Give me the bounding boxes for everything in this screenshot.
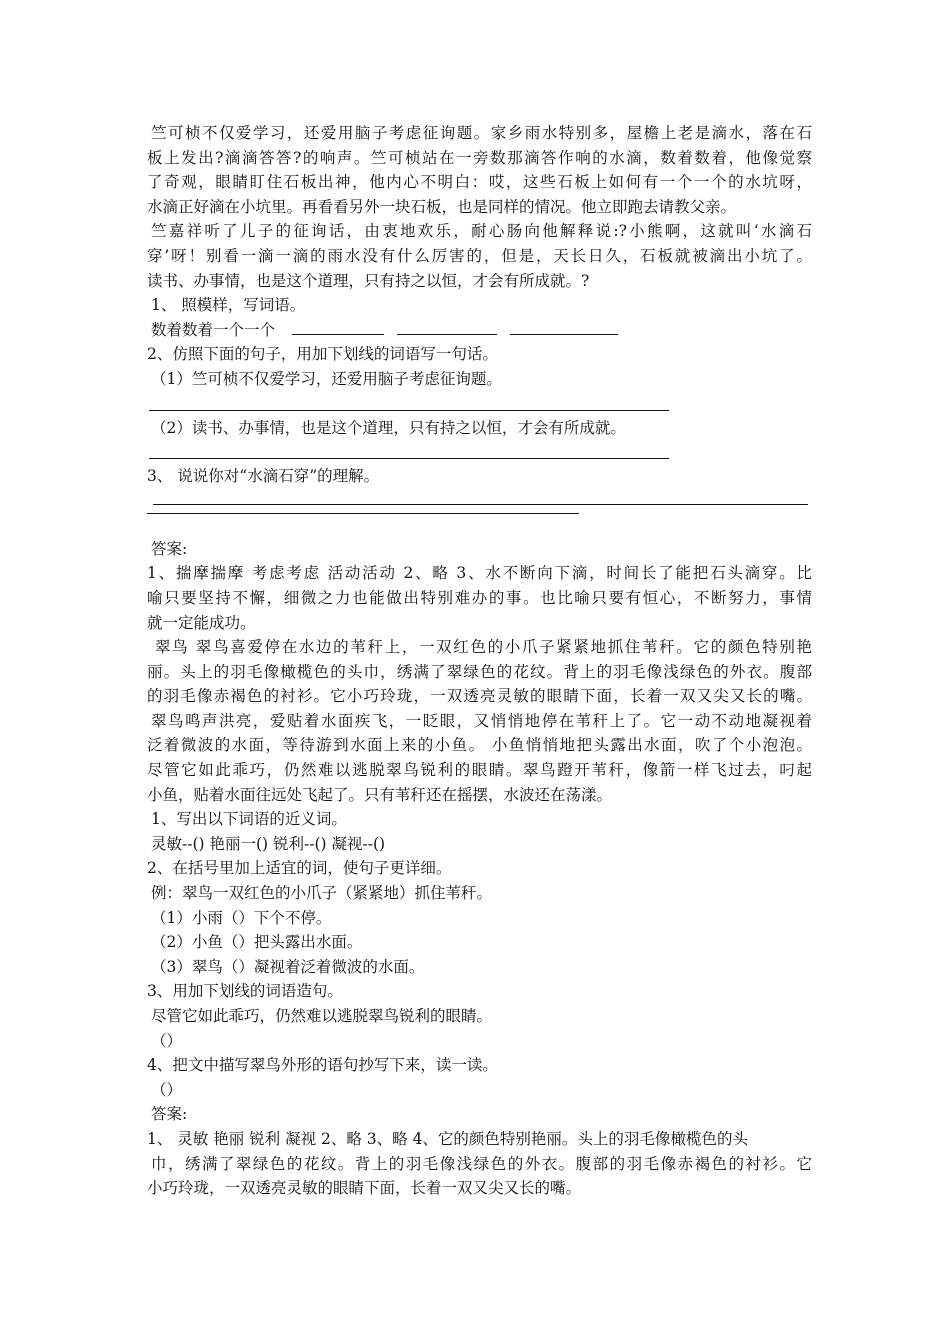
question-2-title: 2、仿照下面的句子，用加下划线的词语写一句话。 [147,345,498,364]
text-line: 尽管它如此乖巧，仍然难以逃脱翠鸟锐利的眼睛。翠鸟蹬开苇秆，像箭一样飞过去，叼起 [147,761,812,780]
answer-label: 答案: [151,1105,188,1124]
answer-line[interactable] [153,504,808,505]
text-line: 板上发出?滴滴答答?的响声。竺可桢站在一旁数那滴答作响的水滴，数着数着，他像觉察 [147,148,812,167]
answer-2-block [147,1127,812,1201]
document-page [147,121,812,1201]
question-line: （） [151,1080,183,1099]
text-line: 翠鸟 翠鸟喜爱停在水边的苇秆上，一双红色的小爪子紧紧地抓住苇秆。它的颜色特别艳 [155,638,812,657]
question-line: 4、把文中描写翠鸟外形的语句抄写下来，读一读。 [147,1056,498,1075]
text-line: 读书、办事情，也是这个道理，只有持之以恒，才会有所成就。? [147,271,590,290]
question-2-item-1: （1）竺可桢不仅爱学习，还爱用脑子考虑征询题。 [151,369,502,388]
text-line: 喻只要坚持不懈，细微之力也能做出特别难办的事。也比喻只要有恒心，不断努力，事情 [147,588,812,607]
text-line: 的羽毛像赤褐色的衬衫。它小巧玲珑，一双透亮灵敏的眼睛下面，长着一双又尖又长的嘴。 [147,687,812,706]
answer-blank[interactable] [510,320,618,335]
answer-line-container [147,440,812,464]
question-line: （1）小雨（）下个不停。 [151,908,332,927]
question-line: （2）小鱼（）把头露出水面。 [151,933,363,952]
text-line: 穿’呀！别看一滴一滴的雨水没有什么厉害的，但是，天长日久，石板就被滴出小坑了。 [147,246,812,265]
question-3-title: 3、 说说你对“水滴石穿”的理解。 [147,467,380,486]
answer-label: 答案: [151,539,188,558]
text-line: 小鱼，贴着水面往远处飞起了。只有苇秆还在摇摆，水波还在荡漾。 [147,785,613,804]
answer-blank[interactable] [292,320,384,335]
text-line: 水滴正好滴在小坑里。再看看另外一块石板，也是同样的情况。他立即跑去请教父亲。 [147,197,737,216]
question-line: （） [151,1031,183,1050]
text-line: 就一定能成功。 [147,613,256,632]
answer-line-container [147,489,812,513]
answer-line[interactable] [147,513,579,514]
answer-1-block [147,561,812,635]
question-1-row [147,318,812,343]
question-line: （3）翠鸟（）凝视着泛着微波的水面。 [151,957,425,976]
question-2-item-2: （2）读书、办事情，也是这个道理，只有持之以恒，才会有所成就。 [151,418,626,437]
text-line: 1、揣摩揣摩 考虑考虑 活动活动 2、略 3、水不断向下滴，时间长了能把石头滴穿。比 [147,564,812,583]
text-line: 竺嘉祥听了儿子的征询话，由衷地欢乐，耐心肠向他解释说:?小熊啊，这就叫‘水滴石 [151,222,812,241]
question-line: 3、用加下划线的词语造句。 [147,982,343,1001]
answer-blank[interactable] [397,320,497,335]
question-line: 1、写出以下词语的近义词。 [151,810,347,829]
text-line: 泛着微波的水面，等待游到水面上来的小鱼。 小鱼悄悄地把头露出水面，吹了个小泡泡。 [147,736,812,755]
text-line: 小巧玲珑，一双透亮灵敏的眼睛下面，长着一双又尖又长的嘴。 [147,1179,582,1198]
text-line: 翠鸟鸣声洪亮，爱贴着水面疾飞，一眨眼，又悄悄地停在苇秆上了。它一动不动地凝视着 [151,711,812,730]
text-line: 巾，绣满了翠绿色的花纹。背上的羽毛像浅绿色的外衣。腹部的羽毛像赤褐色的衬衫。它 [151,1154,812,1173]
question-line: 2、在括号里加上适宜的词，使句子更详细。 [147,859,452,878]
answer-line[interactable] [149,410,669,411]
story-paragraph-1 [147,121,812,293]
question-line: 尽管它如此乖巧，仍然难以逃脱翠鸟锐利的眼睛。 [151,1007,493,1025]
question-line: 灵敏--() 艳丽一() 锐利--() 凝视--() [151,834,386,853]
answer-line-container [147,513,812,537]
text-line: 1、 灵敏 艳丽 锐利 凝视 2、略 3、略 4、它的颜色特别艳丽。头上的羽毛像橄榄色的头 [147,1129,748,1148]
question-line: 例：翠鸟一双红色的小爪子（紧紧地）抓住苇秆。 [151,884,493,903]
question-1-prompt: 数着数着一个一个 [151,320,276,339]
text-line: 丽。头上的羽毛像橄榄色的头巾，绣满了翠绿色的花纹。背上的羽毛像浅绿色的外衣。腹部 [147,662,812,681]
answer-line-container [147,392,812,416]
text-line: 了奇观，眼睛盯住石板出神，他内心不明白：哎，这些石板上如何有一个一个的水坑呀， [147,173,812,192]
question-1-title: 1、 照模样，写词语。 [151,296,306,315]
story-paragraph-2 [147,635,812,807]
text-line: 竺可桢不仅爱学习，还爱用脑子考虑征询题。家乡雨水特别多，屋檐上老是滴水，落在石 [151,124,812,142]
questions-2-block [147,807,812,1102]
answer-line[interactable] [149,458,669,459]
